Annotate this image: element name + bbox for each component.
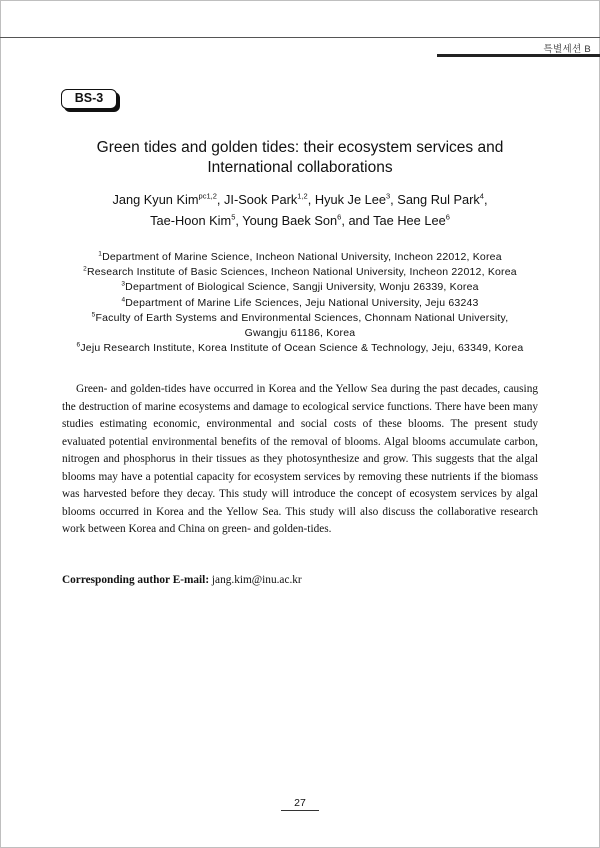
abstract-paragraph: Green- and golden-tides have occurred in Korea and the Yellow Sea during the past decades, causing the destruction of marine ecosystems and damage to ecological service functions. There have been many studies estimating economic, environmental and social costs of these blooms. The present study evaluated potential environmental benefits of the removal of blooms. Algal blooms accumulate carbon, nitrogen and phosphorus in their tissues as they photosynthesize and grow. This suggests that the algal blooms may have a potential capacity for ecosystem services by removing these nutrients if the biomass was harvested before they decay. This study will introduce the concept of ecosystem services by algal blooms occurred in Korea and the Yellow Sea. This study will also discuss the collaborative research work between Korea and China on green- and golden-tides. — [62, 383, 538, 535]
author-name: Jang Kyun Kim — [112, 192, 199, 207]
author-name: Hyuk Je Lee — [314, 192, 386, 207]
affiliation-text: Department of Marine Science, Incheon National University, Incheon 22012, Korea — [102, 251, 502, 263]
affiliation-number: 5 — [91, 311, 96, 319]
author-name: Young Baek Son — [242, 213, 338, 228]
affiliation-number: 1 — [98, 250, 103, 258]
corresponding-email: jang.kim@inu.ac.kr — [211, 574, 302, 586]
abstract — [62, 381, 538, 539]
affiliation-text: Research Institute of Basic Sciences, Incheon National University, Incheon 22012, Korea — [86, 266, 517, 279]
author-separator: , — [483, 192, 488, 207]
author-list — [40, 189, 560, 231]
affiliation-number: 3 — [121, 280, 126, 288]
author-name: Tae-Hoon Kim — [150, 213, 232, 228]
author-name: Sang Rul Park — [397, 192, 480, 207]
title-line-1: Green tides and golden tides: their ecosystem services and — [96, 139, 504, 156]
author-separator: , — [390, 192, 398, 207]
affiliation-item — [50, 311, 550, 326]
section-label: 특별세션 B — [543, 44, 591, 55]
author-name: Tae Hee Lee — [373, 213, 446, 228]
affiliation-text: Faculty of Earth Systems and Environmental Sciences, Chonnam National University, — [95, 311, 509, 324]
affiliation-item — [50, 296, 550, 311]
session-code-badge: BS-3 — [61, 89, 117, 109]
affiliation-list — [50, 250, 550, 356]
affiliation-item — [50, 341, 550, 356]
affiliation-number: 4 — [121, 296, 126, 304]
author-separator: , — [235, 213, 243, 228]
author-separator: , and — [341, 213, 374, 228]
page-number: 27 — [294, 797, 306, 809]
author-name: JI-Sook Park — [224, 192, 298, 207]
author-affil-sup: pc1,2 — [198, 191, 217, 201]
author-line-1 — [40, 189, 560, 210]
author-affil-sup: 1,2 — [297, 191, 308, 201]
corresponding-label: Corresponding author E-mail: — [62, 574, 210, 586]
affiliation-text: Department of Marine Life Sciences, Jeju National University, Jeju 63243 — [125, 296, 479, 309]
author-affil-sup: 4 — [479, 191, 484, 201]
author-separator: , — [216, 192, 225, 207]
affiliation-number: 2 — [83, 265, 87, 273]
author-separator: , — [307, 192, 315, 207]
affiliation-item — [50, 250, 550, 265]
author-affil-sup: 6 — [445, 212, 450, 222]
author-affil-sup: 3 — [385, 191, 391, 201]
header-rule — [0, 37, 600, 38]
affiliation-text: Department of Biological Science, Sangji University, Wonju 26339, Korea — [125, 281, 479, 294]
affiliation-continuation: Gwangju 61186, Korea — [244, 327, 356, 340]
corresponding-author — [62, 574, 302, 586]
affiliation-item — [50, 265, 550, 280]
paper-title — [40, 138, 560, 178]
page-number-underline — [281, 810, 319, 811]
affiliation-item — [50, 280, 550, 295]
author-affil-sup: 5 — [231, 212, 236, 222]
affiliation-text: Jeju Research Institute, Korea Institute of Ocean Science & Technology, Jeju, 63349, Korea — [80, 342, 524, 355]
author-affil-sup: 6 — [337, 212, 342, 222]
affiliation-number: 6 — [76, 341, 81, 349]
author-line-2 — [40, 210, 560, 231]
title-line-2: International collaborations — [207, 159, 393, 176]
